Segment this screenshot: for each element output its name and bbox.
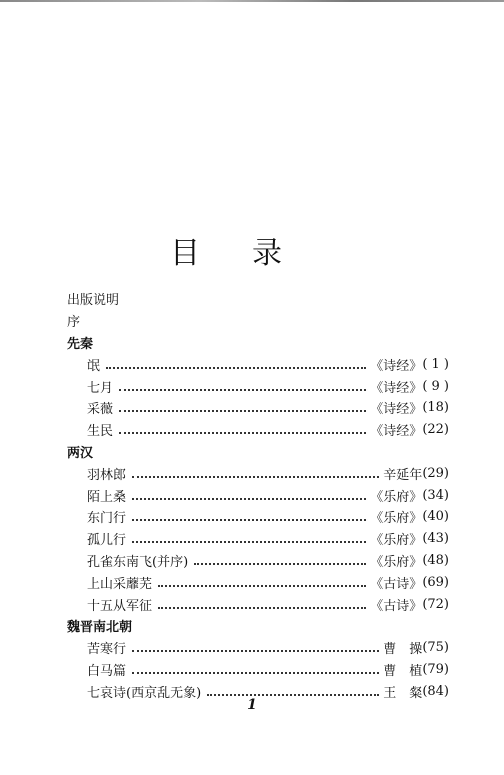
entry-source: 《古诗》 <box>370 576 423 592</box>
entry-page: (75) <box>422 640 449 656</box>
entry-page: (48) <box>422 552 449 568</box>
entry-source: 《乐府》 <box>370 554 423 570</box>
section-title: 魏晋南北朝 <box>67 620 133 636</box>
entry-source: 《诗经》 <box>370 380 423 396</box>
entry-page: ( 9 ) <box>422 378 449 394</box>
entry-title: 氓 <box>87 358 101 374</box>
entry-source: 《乐府》 <box>370 511 423 527</box>
entry-page: (18) <box>422 400 449 416</box>
toc-entry[interactable] <box>67 375 449 397</box>
entry-page: (34) <box>422 487 449 503</box>
entry-title: 七月 <box>87 380 114 396</box>
dot-leader <box>132 659 379 674</box>
toc-entry[interactable] <box>67 571 449 593</box>
dot-leader <box>158 572 366 587</box>
entry-page: (43) <box>422 531 449 547</box>
dot-leader <box>132 506 366 521</box>
entry-source: 《诗经》 <box>370 402 423 418</box>
entry-source: 《乐府》 <box>370 533 423 549</box>
page-title: 目录 <box>170 236 334 271</box>
toc-entry[interactable] <box>67 419 449 441</box>
entry-source: 曹 操 <box>383 642 423 658</box>
entry-source: 《古诗》 <box>370 598 423 614</box>
dot-leader <box>106 354 366 369</box>
entry-title: 白马篇 <box>87 663 127 679</box>
section-title: 两汉 <box>67 445 94 461</box>
entry-title: 十五从军征 <box>87 598 153 614</box>
table-of-contents <box>67 288 449 702</box>
dot-leader <box>158 594 366 609</box>
entry-page: ( 1 ) <box>422 356 449 372</box>
entry-title: 孔雀东南飞(并序) <box>87 554 189 570</box>
entry-title: 苦寒行 <box>87 642 127 658</box>
toc-entry[interactable] <box>67 506 449 528</box>
section-title: 先秦 <box>67 336 94 352</box>
toc-entry[interactable] <box>67 353 449 375</box>
entry-page: (40) <box>422 509 449 525</box>
front-matter-title: 出版说明 <box>67 293 120 309</box>
toc-entry[interactable] <box>67 637 449 659</box>
toc-front-matter <box>67 310 449 332</box>
dot-leader <box>132 485 366 500</box>
toc-section-heading <box>67 615 449 637</box>
toc-entry[interactable] <box>67 593 449 615</box>
entry-source: 辛延年 <box>383 467 423 483</box>
dot-leader <box>119 376 366 391</box>
entry-title: 生民 <box>87 424 114 440</box>
toc-entry[interactable] <box>67 659 449 681</box>
entry-title: 东门行 <box>87 511 127 527</box>
toc-front-matter <box>67 288 449 310</box>
top-rule <box>0 0 504 2</box>
entry-source: 《诗经》 <box>370 358 423 374</box>
front-matter-title: 序 <box>67 315 81 331</box>
entry-source: 《乐府》 <box>370 489 423 505</box>
entry-page: (79) <box>422 661 449 677</box>
dot-leader <box>132 528 366 543</box>
entry-page: (84) <box>422 683 449 699</box>
page-number: 1 <box>247 697 257 713</box>
entry-title: 羽林郎 <box>87 467 127 483</box>
dot-leader <box>132 637 379 652</box>
entry-title: 七哀诗(西京乱无象) <box>87 685 202 701</box>
entry-page: (72) <box>422 596 449 612</box>
dot-leader <box>194 550 366 565</box>
dot-leader <box>207 681 379 696</box>
toc-entry[interactable] <box>67 462 449 484</box>
toc-entry[interactable] <box>67 484 449 506</box>
entry-page: (69) <box>422 574 449 590</box>
toc-entry[interactable] <box>67 528 449 550</box>
entry-title: 上山采蘼芜 <box>87 576 153 592</box>
toc-section-heading <box>67 332 449 354</box>
entry-source: 王 粲 <box>383 685 423 701</box>
toc-section-heading <box>67 441 449 463</box>
dot-leader <box>132 463 379 478</box>
entry-title: 孤儿行 <box>87 533 127 549</box>
entry-source: 曹 植 <box>383 663 423 679</box>
toc-entry[interactable] <box>67 397 449 419</box>
entry-page: (22) <box>422 422 449 438</box>
dot-leader <box>119 397 366 412</box>
entry-source: 《诗经》 <box>370 424 423 440</box>
entry-title: 采薇 <box>87 402 114 418</box>
entry-page: (29) <box>422 465 449 481</box>
dot-leader <box>119 419 366 434</box>
toc-entry[interactable] <box>67 550 449 572</box>
entry-title: 陌上桑 <box>87 489 127 505</box>
